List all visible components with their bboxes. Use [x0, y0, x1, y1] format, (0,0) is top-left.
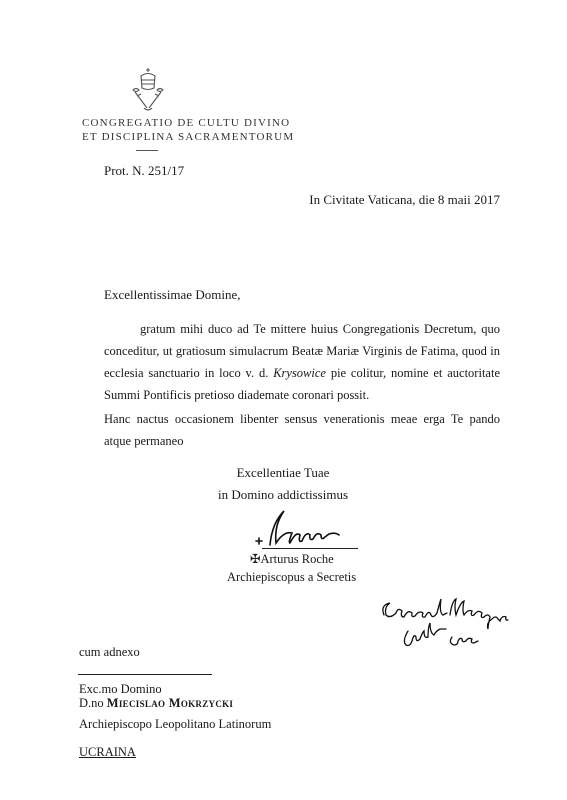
addressee-line-3: Archiepiscopo Leopolitano Latinorum [79, 717, 272, 731]
addressee-country: UCRAINA [79, 745, 136, 759]
closing-line-2: in Domino addictissimus [218, 487, 348, 502]
dateline: In Civitate Vaticana, die 8 maii 2017 [309, 192, 500, 207]
papal-emblem-icon [127, 66, 169, 114]
closing-line-1: Excellentiae Tuae [236, 465, 330, 480]
addressee-name-line [79, 696, 233, 711]
body-paragraph-1-end: pie colitur, nomine et auctoritate Summi Pontificis pretioso diademate coronari possit. [104, 366, 500, 402]
addressee-line-1: Exc.mo Domino [79, 682, 162, 696]
salutation: Excellentissimae Domine, [104, 287, 241, 302]
handwritten-countersignature [378, 595, 538, 653]
signature-line [262, 548, 358, 549]
header-divider [136, 150, 158, 151]
signer-name: ✠Arturus Roche [250, 552, 334, 566]
enclosure-note: cum adnexo [79, 645, 140, 659]
body-paragraph-2: Hanc nactus occasionem libenter sensus venerationis meae erga Te pando atque permaneo [104, 412, 500, 448]
addressee-prefix: D.no [79, 696, 107, 710]
place-name: Krysowice [273, 366, 326, 380]
body-paragraph-1 [104, 318, 500, 406]
body-paragraph-1-start: gratum mihi duco ad Te mittere huius Congregationis Decretum, quo conceditur, ut gratiosum simulacrum Beatæ Mariæ Virginis de Fatima, quod in ecclesia sanctuario in loco v. d. [104, 322, 500, 380]
protocol-number: Prot. N. 251/17 [104, 163, 185, 178]
addressee-name: Miecislao Mokrzycki [106, 696, 234, 710]
address-divider [78, 674, 212, 675]
congregation-name-line2: ET DISCIPLINA SACRAMENTORUM [82, 131, 295, 143]
congregation-name-line1: CONGREGATIO DE CULTU DIVINO [82, 117, 291, 129]
signer-title: Archiepiscopus a Secretis [227, 570, 357, 584]
